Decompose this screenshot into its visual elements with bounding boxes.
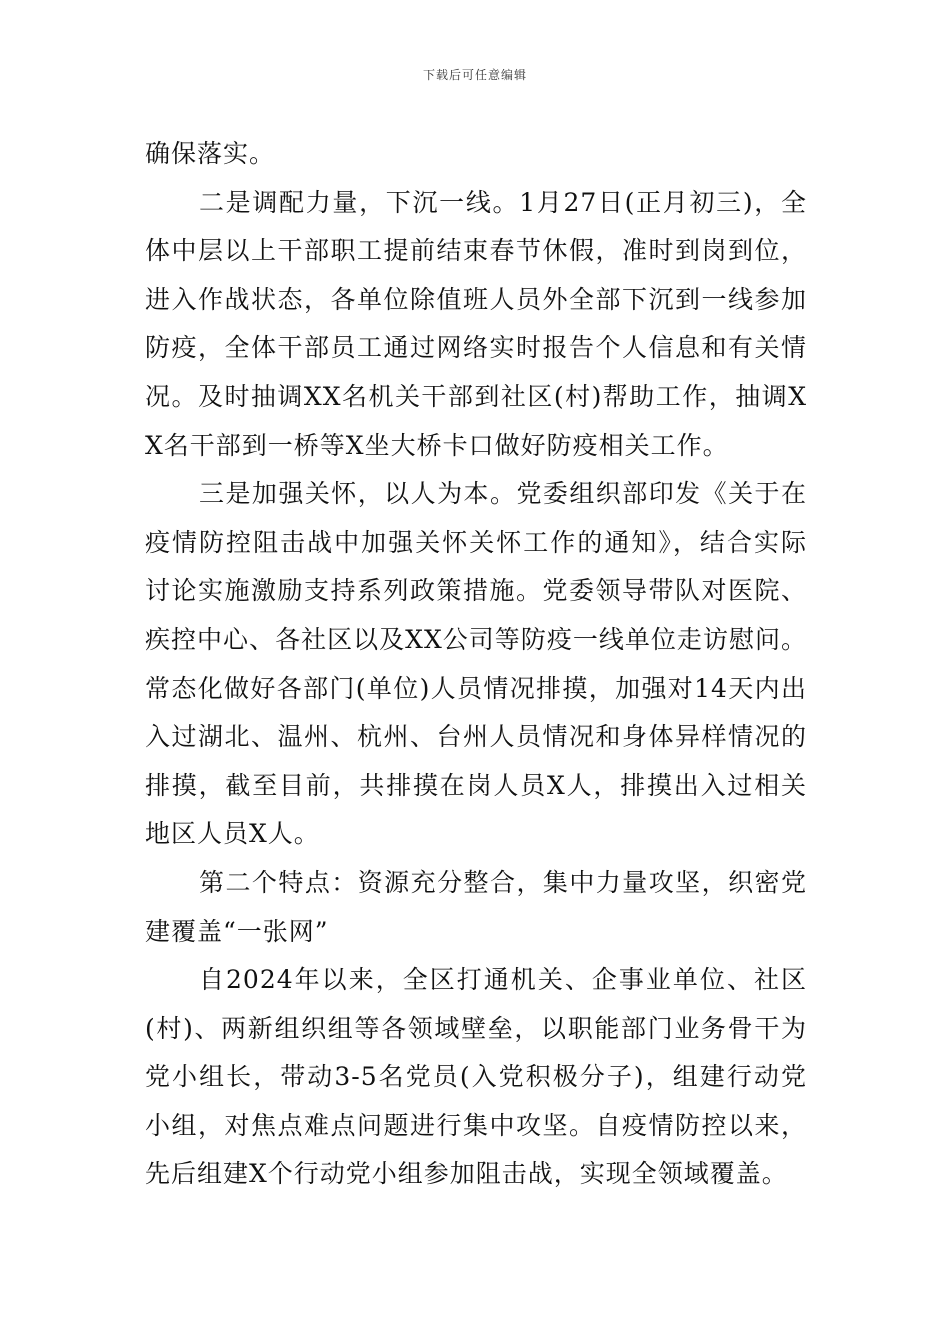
paragraph-feature-heading: 第二个特点：资源充分整合，集中力量攻坚，织密党建覆盖“一张网” [145,867,807,946]
paragraph-continuation: 确保落实。 [145,139,276,168]
paragraph-point-two: 二是调配力量，下沉一线。1月27日(正月初三)，全体中层以上干部职工提前结束春节休假，准时到岗到位，进入作战状态，各单位除值班人员外全部下沉到一线参加防疫，全体干部员工通过网络实时报告个人信息和有关情况。及时抽调XX名机关干部到社区(村)帮助工作，抽调XX名干部到一桥等X坐大桥卡口做好防疫相关工作。 [145,187,807,460]
document-body [145,130,807,1199]
paragraph-point-three: 三是加强关怀，以人为本。党委组织部印发《关于在疫情防控阻击战中加强关怀关怀工作的通知》，结合实际讨论实施激励支持系列政策措施。党委领导带队对医院、疾控中心、各社区以及XX公司等防疫一线单位走访慰问。常态化做好各部门(单位)人员情况排摸，加强对14天内出入过湖北、温州、杭州、台州人员情况和身体异样情况的排摸，截至目前，共排摸在岗人员X人，排摸出入过相关地区人员X人。 [145,479,807,849]
paragraph-feature-body: 自2024年以来，全区打通机关、企事业单位、社区(村)、两新组织组等各领域壁垒，以职能部门业务骨干为党小组长，带动3-5名党员(入党积极分子)，组建行动党小组，对焦点难点问题进行集中攻坚。自疫情防控以来，先后组建X个行动党小组参加阻击战，实现全领域覆盖。 [145,965,807,1189]
page-header: 下载后可任意编辑 [422,68,527,82]
